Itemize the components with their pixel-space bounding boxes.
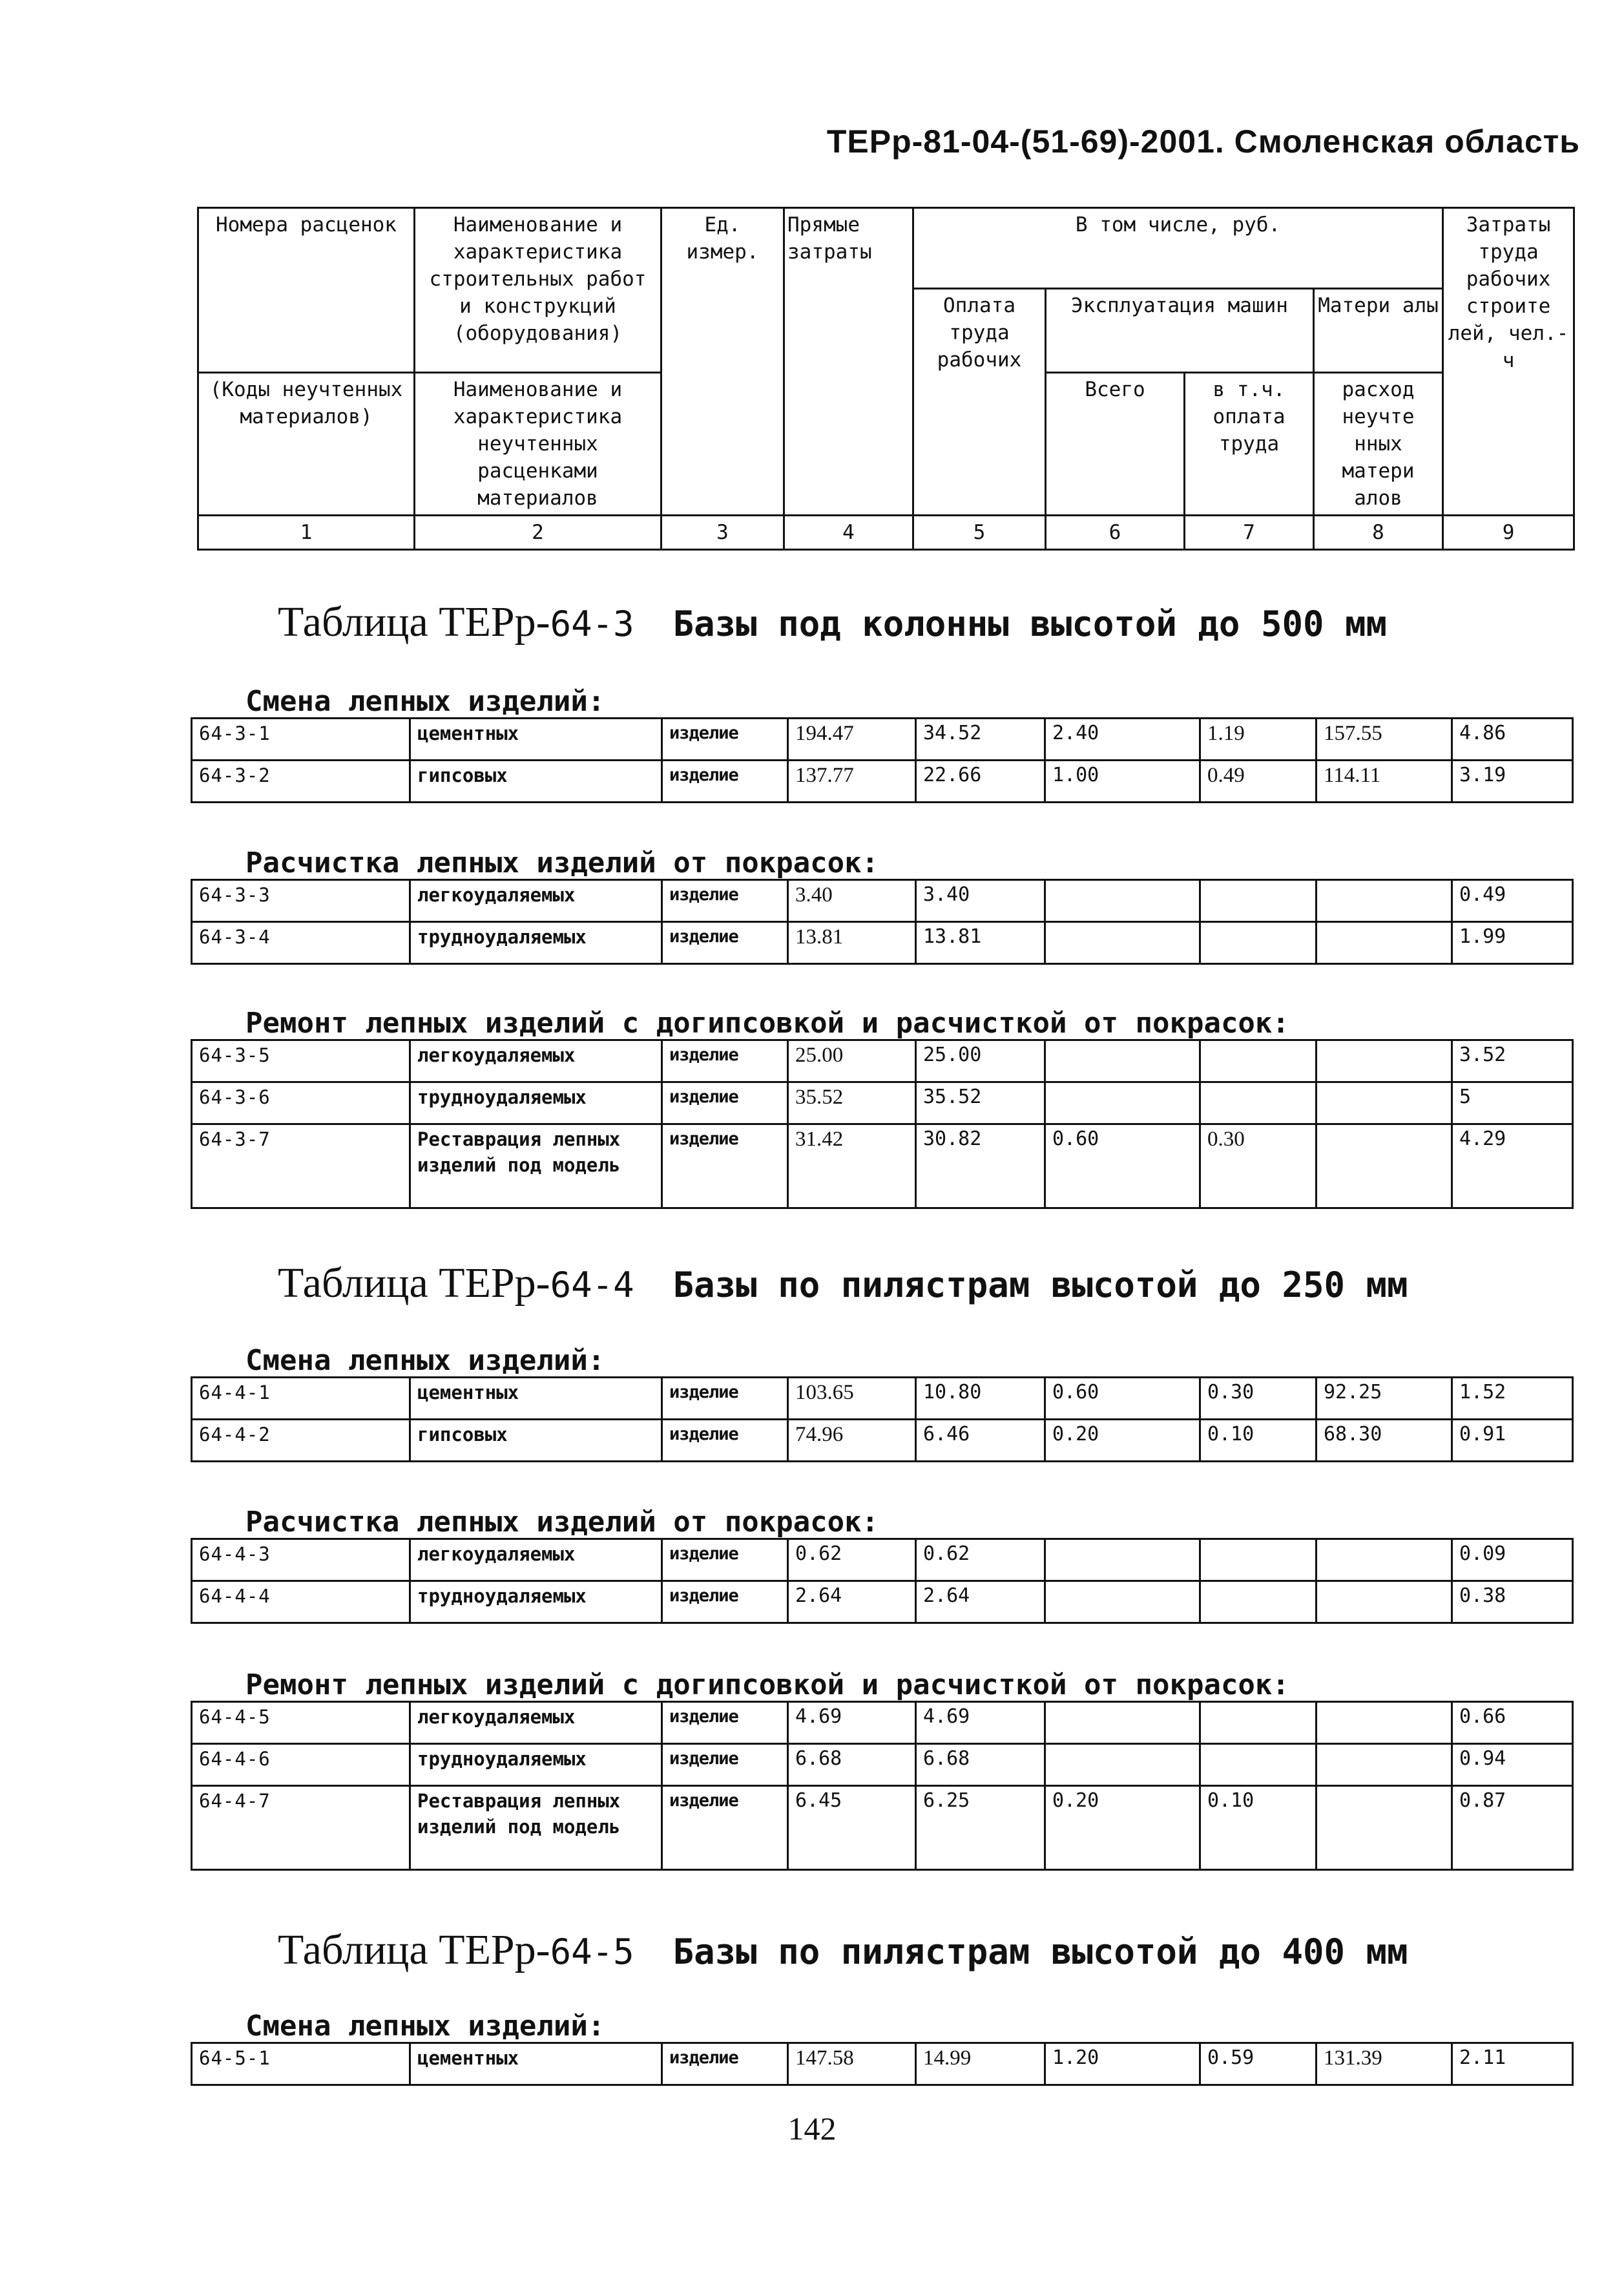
rate-code: 64-3-7	[192, 1124, 410, 1208]
header-number: 6	[1046, 516, 1185, 550]
labor-cost: 30.82	[916, 1124, 1045, 1208]
rate-code: 64-3-2	[192, 761, 410, 803]
machine-labor-cost: 1.19	[1200, 719, 1317, 761]
machine-labor-cost	[1200, 1744, 1317, 1786]
table-code: 64-3	[550, 604, 634, 644]
unit: изделие	[662, 1082, 788, 1124]
table-code: 64-5	[550, 1931, 634, 1972]
labor-hours: 4.86	[1452, 719, 1573, 761]
labor-cost: 6.46	[916, 1420, 1045, 1462]
header-number: 1	[198, 516, 415, 550]
labor-hours: 1.52	[1452, 1378, 1573, 1420]
direct-cost: 2.64	[788, 1581, 916, 1623]
direct-cost: 6.45	[788, 1786, 916, 1870]
section-title: Расчистка лепных изделий от покрасок:	[245, 846, 879, 879]
table-row	[192, 1040, 1573, 1082]
labor-hours: 3.19	[1452, 761, 1573, 803]
machine-cost: 1.00	[1045, 761, 1200, 803]
header-col8b: расход неучте нных матери алов	[1314, 373, 1443, 516]
materials-cost	[1317, 1581, 1452, 1623]
labor-cost: 3.40	[916, 880, 1045, 922]
unit: изделие	[662, 1420, 788, 1462]
machine-labor-cost: 0.30	[1200, 1124, 1317, 1208]
header-col2: Наименование и характеристика строительных работ и конструкций (оборудования)	[415, 208, 661, 373]
machine-labor-cost	[1200, 1539, 1317, 1581]
document-title: ТЕРр-81-04-(51-69)-2001. Смоленская область	[826, 123, 1580, 160]
rate-code: 64-4-5	[192, 1702, 410, 1744]
unit: изделие	[662, 1539, 788, 1581]
direct-cost: 35.52	[788, 1082, 916, 1124]
rate-code: 64-3-5	[192, 1040, 410, 1082]
section-title: Смена лепных изделий:	[245, 2010, 605, 2043]
header-col1: Номера расценок	[198, 208, 415, 373]
header-col6: Всего	[1046, 373, 1185, 516]
rate-table	[191, 879, 1574, 965]
table-row	[192, 2043, 1573, 2085]
table-heading	[278, 1926, 1408, 1975]
header-number: 3	[661, 516, 784, 550]
direct-cost: 4.69	[788, 1702, 916, 1744]
labor-hours: 2.11	[1452, 2043, 1573, 2085]
machine-cost	[1045, 1539, 1200, 1581]
rate-code: 64-3-3	[192, 880, 410, 922]
page-number: 142	[787, 2110, 837, 2147]
materials-cost	[1317, 1744, 1452, 1786]
labor-cost: 10.80	[916, 1378, 1045, 1420]
unit: изделие	[662, 761, 788, 803]
direct-cost: 137.77	[788, 761, 916, 803]
materials-cost: 131.39	[1317, 2043, 1452, 2085]
header-col8: Матери алы	[1314, 289, 1443, 373]
table-row	[192, 922, 1573, 964]
work-name: легкоудаляемых	[410, 1702, 662, 1744]
rate-table	[191, 1376, 1574, 1462]
header-group: В том числе, руб.	[913, 208, 1443, 289]
work-name: трудноудаляемых	[410, 922, 662, 964]
work-name: цементных	[410, 719, 662, 761]
materials-cost: 114.11	[1317, 761, 1452, 803]
table-label: Таблица ТЕРр-	[278, 1926, 550, 1973]
header-number: 2	[415, 516, 661, 550]
rate-table	[191, 2042, 1574, 2086]
table-title: Базы по пилястрам высотой до 250 мм	[672, 1265, 1408, 1305]
header-col9: Затраты труда рабочих строите лей, чел.-ч	[1443, 208, 1574, 516]
section-title: Смена лепных изделий:	[245, 685, 605, 718]
table-row	[192, 1702, 1573, 1744]
header-number: 9	[1443, 516, 1574, 550]
direct-cost: 25.00	[788, 1040, 916, 1082]
materials-cost	[1317, 1124, 1452, 1208]
materials-cost	[1317, 922, 1452, 964]
work-name: гипсовых	[410, 761, 662, 803]
labor-hours: 0.09	[1452, 1539, 1573, 1581]
work-name: гипсовых	[410, 1420, 662, 1462]
unit: изделие	[662, 1040, 788, 1082]
work-name: цементных	[410, 1378, 662, 1420]
machine-labor-cost	[1200, 1082, 1317, 1124]
labor-cost: 14.99	[916, 2043, 1045, 2085]
machine-labor-cost: 0.10	[1200, 1786, 1317, 1870]
rate-code: 64-4-1	[192, 1378, 410, 1420]
rate-table	[191, 1701, 1574, 1871]
unit: изделие	[662, 1581, 788, 1623]
materials-cost: 157.55	[1317, 719, 1452, 761]
table-row	[192, 1539, 1573, 1581]
table-heading	[278, 598, 1387, 647]
machine-labor-cost	[1200, 1040, 1317, 1082]
header-number: 5	[913, 516, 1046, 550]
machine-labor-cost	[1200, 1581, 1317, 1623]
rate-code: 64-3-1	[192, 719, 410, 761]
machine-cost	[1045, 1702, 1200, 1744]
rate-code: 64-4-7	[192, 1786, 410, 1870]
header-col3: Ед. измер.	[661, 208, 784, 516]
rate-table	[191, 717, 1574, 803]
table-label: Таблица ТЕРр-	[278, 1259, 550, 1307]
labor-hours: 0.87	[1452, 1786, 1573, 1870]
header-number: 8	[1314, 516, 1443, 550]
rate-table	[191, 1039, 1574, 1209]
rate-table	[191, 1538, 1574, 1624]
section-title: Смена лепных изделий:	[245, 1344, 605, 1377]
direct-cost: 6.68	[788, 1744, 916, 1786]
unit: изделие	[662, 1124, 788, 1208]
materials-cost: 92.25	[1317, 1378, 1452, 1420]
table-row	[192, 1786, 1573, 1870]
rate-code: 64-5-1	[192, 2043, 410, 2085]
machine-cost	[1045, 1040, 1200, 1082]
materials-cost: 68.30	[1317, 1420, 1452, 1462]
rate-code: 64-4-4	[192, 1581, 410, 1623]
section-title: Ремонт лепных изделий с догипсовкой и расчисткой от покрасок:	[245, 1007, 1289, 1040]
work-name: трудноудаляемых	[410, 1581, 662, 1623]
labor-hours: 0.94	[1452, 1744, 1573, 1786]
materials-cost	[1317, 1786, 1452, 1870]
labor-hours: 0.38	[1452, 1581, 1573, 1623]
table-row	[192, 1420, 1573, 1462]
work-name: Реставрация лепных изделий под модель	[410, 1124, 662, 1208]
materials-cost	[1317, 1040, 1452, 1082]
machine-cost	[1045, 1581, 1200, 1623]
work-name: легкоудаляемых	[410, 880, 662, 922]
table-heading	[278, 1259, 1408, 1308]
machine-cost: 0.60	[1045, 1378, 1200, 1420]
labor-hours: 0.66	[1452, 1702, 1573, 1744]
machine-cost: 2.40	[1045, 719, 1200, 761]
machine-cost: 0.60	[1045, 1124, 1200, 1208]
labor-hours: 3.52	[1452, 1040, 1573, 1082]
machine-labor-cost	[1200, 1702, 1317, 1744]
header-col1b: (Коды неучтенных материалов)	[198, 373, 415, 516]
unit: изделие	[662, 1786, 788, 1870]
column-header-table	[197, 207, 1575, 551]
labor-cost: 0.62	[916, 1539, 1045, 1581]
work-name: цементных	[410, 2043, 662, 2085]
table-title: Базы по пилястрам высотой до 400 мм	[672, 1931, 1408, 1972]
machine-cost: 1.20	[1045, 2043, 1200, 2085]
rate-code: 64-4-2	[192, 1420, 410, 1462]
machine-cost	[1045, 1744, 1200, 1786]
unit: изделие	[662, 922, 788, 964]
work-name: легкоудаляемых	[410, 1539, 662, 1581]
direct-cost: 74.96	[788, 1420, 916, 1462]
labor-cost: 34.52	[916, 719, 1045, 761]
labor-cost: 22.66	[916, 761, 1045, 803]
table-row	[192, 880, 1573, 922]
labor-hours: 0.49	[1452, 880, 1573, 922]
work-name: Реставрация лепных изделий под модель	[410, 1786, 662, 1870]
materials-cost	[1317, 1702, 1452, 1744]
materials-cost	[1317, 1082, 1452, 1124]
machine-labor-cost	[1200, 922, 1317, 964]
work-name: трудноудаляемых	[410, 1744, 662, 1786]
section-title: Расчистка лепных изделий от покрасок:	[245, 1506, 879, 1539]
labor-cost: 25.00	[916, 1040, 1045, 1082]
header-col4: Прямые затраты	[784, 208, 913, 516]
rate-code: 64-4-3	[192, 1539, 410, 1581]
machine-labor-cost: 0.10	[1200, 1420, 1317, 1462]
unit: изделие	[662, 1702, 788, 1744]
direct-cost: 0.62	[788, 1539, 916, 1581]
labor-hours: 5	[1452, 1082, 1573, 1124]
table-row	[192, 1082, 1573, 1124]
machine-labor-cost	[1200, 880, 1317, 922]
header-number: 7	[1185, 516, 1314, 550]
machine-labor-cost: 0.30	[1200, 1378, 1317, 1420]
unit: изделие	[662, 1378, 788, 1420]
labor-cost: 6.25	[916, 1786, 1045, 1870]
materials-cost	[1317, 1539, 1452, 1581]
unit: изделие	[662, 880, 788, 922]
unit: изделие	[662, 1744, 788, 1786]
labor-cost: 13.81	[916, 922, 1045, 964]
machine-labor-cost: 0.59	[1200, 2043, 1317, 2085]
labor-cost: 6.68	[916, 1744, 1045, 1786]
machine-labor-cost: 0.49	[1200, 761, 1317, 803]
direct-cost: 103.65	[788, 1378, 916, 1420]
labor-hours: 1.99	[1452, 922, 1573, 964]
table-title: Базы под колонны высотой до 500 мм	[672, 604, 1388, 644]
direct-cost: 13.81	[788, 922, 916, 964]
table-label: Таблица ТЕРр-	[278, 598, 550, 646]
direct-cost: 147.58	[788, 2043, 916, 2085]
table-code: 64-4	[550, 1265, 634, 1305]
labor-cost: 4.69	[916, 1702, 1045, 1744]
work-name: трудноудаляемых	[410, 1082, 662, 1124]
table-row	[192, 1124, 1573, 1208]
labor-cost: 35.52	[916, 1082, 1045, 1124]
direct-cost: 194.47	[788, 719, 916, 761]
machine-cost: 0.20	[1045, 1420, 1200, 1462]
header-col2b: Наименование и характеристика неучтенных расценками материалов	[415, 373, 661, 516]
table-row	[192, 1581, 1573, 1623]
labor-hours: 4.29	[1452, 1124, 1573, 1208]
unit: изделие	[662, 719, 788, 761]
header-number: 4	[784, 516, 913, 550]
machine-cost	[1045, 880, 1200, 922]
direct-cost: 3.40	[788, 880, 916, 922]
unit: изделие	[662, 2043, 788, 2085]
machine-cost: 0.20	[1045, 1786, 1200, 1870]
rate-code: 64-3-4	[192, 922, 410, 964]
labor-hours: 0.91	[1452, 1420, 1573, 1462]
materials-cost	[1317, 880, 1452, 922]
header-col7: в т.ч. оплата труда	[1185, 373, 1314, 516]
direct-cost: 31.42	[788, 1124, 916, 1208]
labor-cost: 2.64	[916, 1581, 1045, 1623]
machine-cost	[1045, 1082, 1200, 1124]
rate-code: 64-3-6	[192, 1082, 410, 1124]
table-row	[192, 1744, 1573, 1786]
header-col6-group: Эксплуатация машин	[1046, 289, 1314, 373]
table-row	[192, 719, 1573, 761]
work-name: легкоудаляемых	[410, 1040, 662, 1082]
section-title: Ремонт лепных изделий с догипсовкой и расчисткой от покрасок:	[245, 1668, 1289, 1701]
rate-code: 64-4-6	[192, 1744, 410, 1786]
machine-cost	[1045, 922, 1200, 964]
table-row	[192, 761, 1573, 803]
header-col5: Оплата труда рабочих	[913, 289, 1046, 516]
table-row	[192, 1378, 1573, 1420]
